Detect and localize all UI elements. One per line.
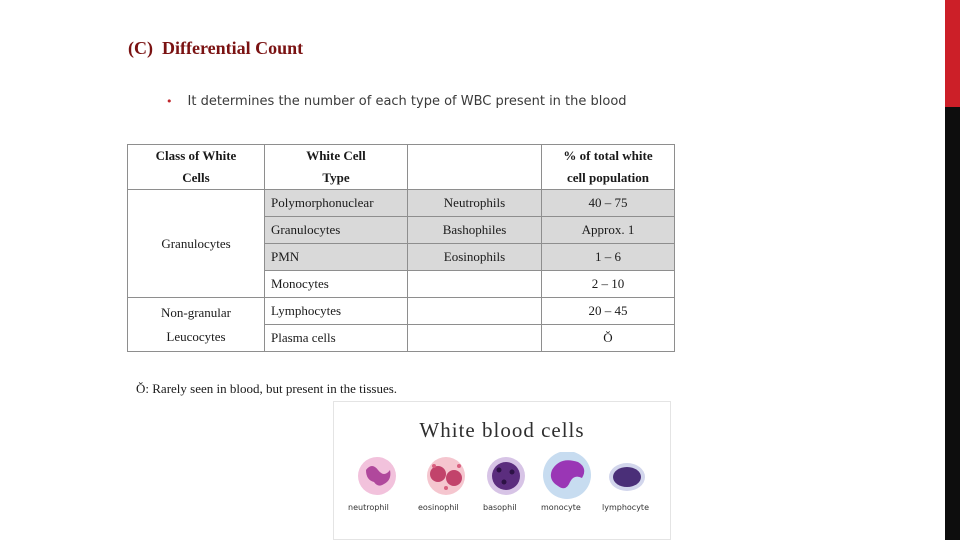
bullet-text: It determines the number of each type of WBC present in the blood	[187, 94, 627, 109]
bullet-item	[166, 94, 627, 109]
cells-drawing	[334, 452, 672, 502]
header-empty	[408, 145, 542, 190]
eosinophil-icon	[427, 457, 465, 495]
cell-type: Monocytes	[265, 271, 408, 298]
cell-type: Granulocytes	[265, 217, 408, 244]
cell-subtype	[408, 271, 542, 298]
slide-title: (C) Differential Count	[128, 38, 304, 58]
cell-subtype	[408, 298, 542, 325]
cell-type: PMN	[265, 244, 408, 271]
cell-subtype: Neutrophils	[408, 190, 542, 217]
header-type: White Cell Type	[265, 145, 408, 190]
cell-subtype: Eosinophils	[408, 244, 542, 271]
table-row	[128, 298, 675, 325]
class-nongranular: Non-granular Leucocytes	[128, 298, 265, 352]
cell-percent: 1 – 6	[542, 244, 675, 271]
cell-subtype: Bashophiles	[408, 217, 542, 244]
table-row	[128, 190, 675, 217]
monocyte-icon	[543, 452, 591, 499]
table-footnote: Ŏ: Rarely seen in blood, but present in the tissues.	[136, 381, 398, 396]
figure-title: White blood cells	[419, 418, 585, 442]
cell-label-monocyte: monocyte	[541, 503, 581, 512]
basophil-icon	[487, 457, 525, 495]
bullet-icon: •	[166, 95, 173, 108]
cell-label-eosinophil: eosinophil	[418, 503, 459, 512]
header-percent: % of total white cell population	[542, 145, 675, 190]
header-class: Class of White Cells	[128, 145, 265, 190]
cell-label-basophil: basophil	[483, 503, 517, 512]
cell-percent: Ŏ	[542, 325, 675, 352]
cell-percent: 2 – 10	[542, 271, 675, 298]
cell-percent: 40 – 75	[542, 190, 675, 217]
neutrophil-icon	[358, 457, 396, 495]
accent-bar-black	[945, 107, 960, 540]
accent-bar-red	[945, 0, 960, 107]
table-header-row	[128, 145, 675, 190]
cell-percent: 20 – 45	[542, 298, 675, 325]
class-granulocytes: Granulocytes	[128, 190, 265, 298]
cell-subtype	[408, 325, 542, 352]
cell-label-neutrophil: neutrophil	[348, 503, 389, 512]
cell-type: Plasma cells	[265, 325, 408, 352]
cell-label-lymphocyte: lymphocyte	[602, 503, 649, 512]
cell-percent: Approx. 1	[542, 217, 675, 244]
wbc-illustration	[333, 401, 671, 540]
wbc-table	[127, 144, 675, 352]
cell-type: Polymorphonuclear	[265, 190, 408, 217]
cell-type: Lymphocytes	[265, 298, 408, 325]
lymphocyte-icon	[609, 463, 645, 491]
